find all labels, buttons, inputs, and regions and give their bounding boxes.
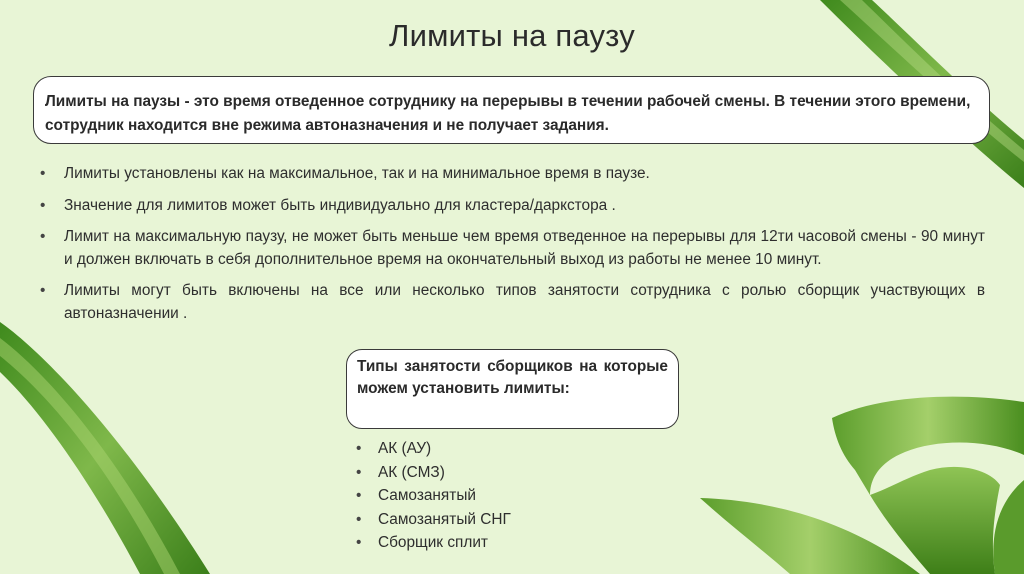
types-heading-box: Типы занятости сборщиков на которые можем установить лимиты:: [346, 349, 679, 429]
slide-title: Лимиты на паузу: [389, 18, 635, 53]
ribbon-left: [0, 322, 210, 574]
bullet-item: • Лимиты могут быть включены на все или несколько типов занятости сотрудника с ролью сборщик участвующих в автоназначении .: [40, 280, 985, 325]
types-list-item: • Самозанятый СНГ: [356, 508, 511, 532]
bullet-list: [40, 163, 985, 334]
types-list-item: • Самозанятый: [356, 484, 511, 508]
bullet-item: • Лимит на максимальную паузу, не может быть меньше чем время отведенное на перерывы для 12ти часовой смены - 90 минут и должен включать в себя дополнительное время на окончательный выход из работы не менее 10 минут.: [40, 226, 985, 271]
types-list: [356, 437, 511, 555]
bullet-item: • Значение для лимитов может быть индивидуально для кластера/даркстора .: [40, 195, 985, 218]
types-list-item: • Сборщик сплит: [356, 531, 511, 555]
types-list-item: • АК (СМЗ): [356, 461, 511, 485]
definition-box: Лимиты на паузы - это время отведенное сотруднику на перерывы в течении рабочей смены. В течении этого времени, сотрудник находится вне режима автоназначения и не получает задания.: [33, 76, 990, 144]
bullet-item: • Лимиты установлены как на максимальное, так и на минимальное время в паузе.: [40, 163, 985, 186]
types-list-item: • АК (АУ): [356, 437, 511, 461]
